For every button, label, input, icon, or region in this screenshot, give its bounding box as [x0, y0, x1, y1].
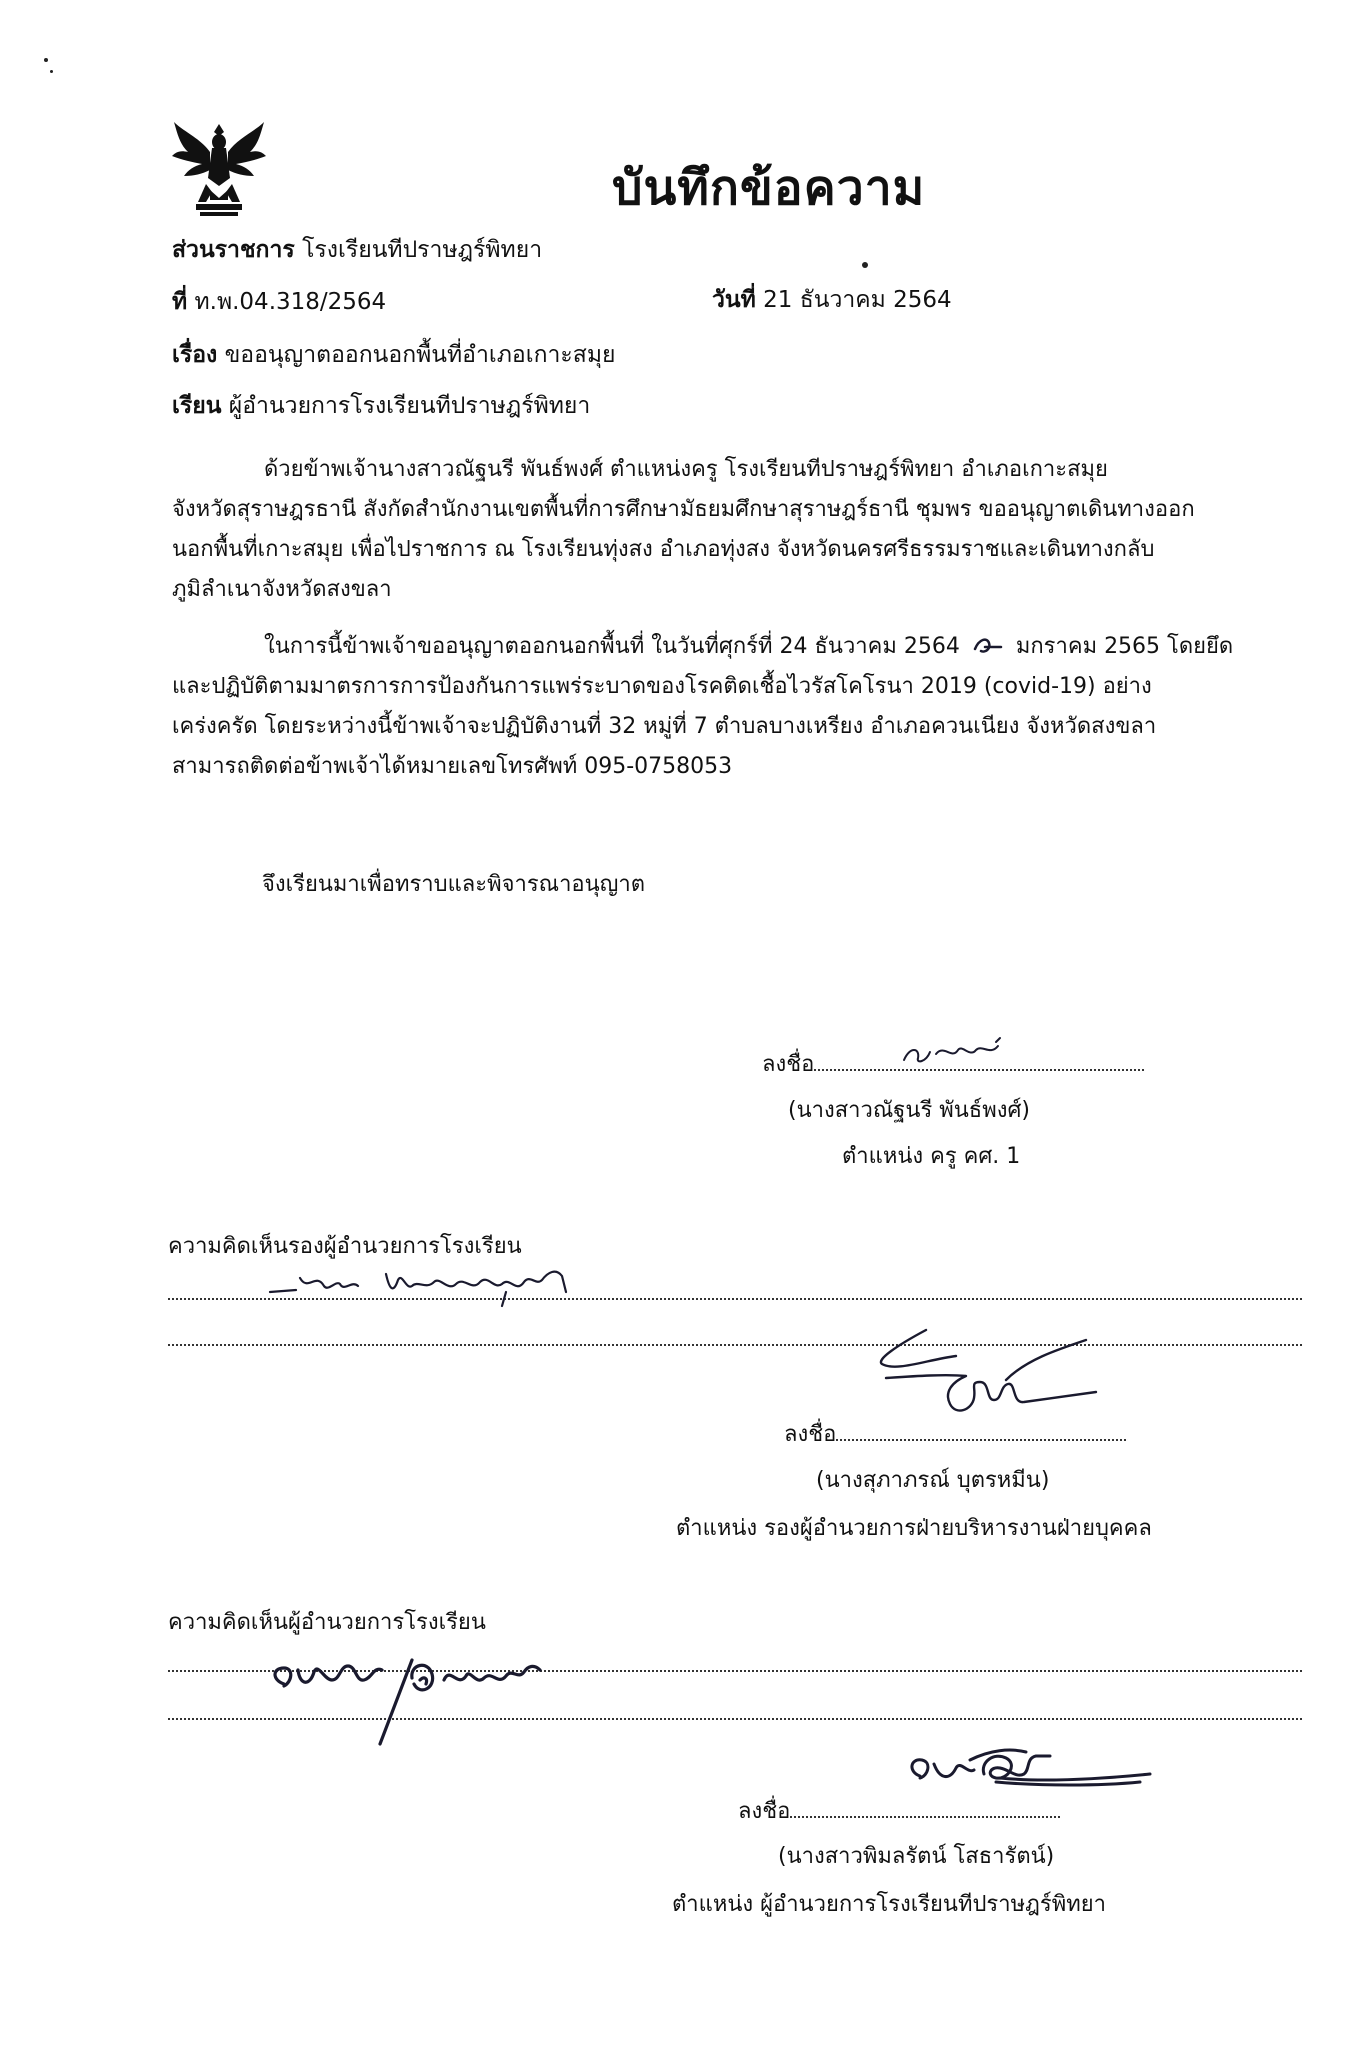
recipient-label: เรียน: [172, 393, 222, 419]
body-line: นอกพื้นที่เกาะสมุย เพื่อไปราชการ ณ โรงเรียนทุ่งสง อำเภอทุ่งสง จังหวัดนครศรีธรรมราชและเดินทางกลับ: [172, 537, 1155, 562]
agency-label: ส่วนราชการ: [172, 237, 295, 263]
closing-line: จึงเรียนมาเพื่อทราบและพิจารณาอนุญาต: [262, 872, 646, 897]
teacher-position: ตำแหน่ง ครู คศ. 1: [842, 1144, 1021, 1169]
scan-speck: [44, 58, 48, 62]
agency-row: [172, 232, 542, 268]
subject-value: ขออนุญาตออกนอกพื้นที่อำเภอเกาะสมุย: [224, 342, 616, 368]
subject-row: [172, 337, 615, 373]
body-line: สามารถติดต่อข้าพเจ้าได้หมายเลขโทรศัพท์ 095-0758053: [172, 754, 733, 779]
body-line: [172, 627, 1233, 667]
recipient-row: [172, 388, 590, 424]
director-name: (นางสาวพิมลรัตน์ โสธารัตน์): [778, 1844, 1055, 1869]
date-label: วันที่: [712, 287, 756, 313]
subject-label: เรื่อง: [172, 342, 218, 368]
body-paragraph-1: [172, 450, 1195, 610]
date-row: [712, 282, 952, 318]
teacher-name: (นางสาวณัฐนรี พันธ์พงศ์): [788, 1098, 1031, 1123]
body-line: ภูมิลำเนาจังหวัดสงขลา: [172, 577, 392, 602]
body-line: และปฏิบัติตามมาตรการการป้องกันการแพร่ระบาดของโรคติดเชื้อไวรัสโคโรนา 2019 (covid-19) อย่าง: [172, 674, 1152, 699]
comment-line: [168, 1344, 1302, 1346]
reference-label: ที่: [172, 289, 188, 315]
sign-label: ลงชื่อ: [762, 1052, 815, 1077]
reference-row: [172, 284, 386, 320]
body-line-end: มกราคม 2565 โดยยึด: [1015, 634, 1234, 659]
reference-number: ท.พ.04.318/2564: [194, 289, 387, 315]
director-position: ตำแหน่ง ผู้อำนวยการโรงเรียนทีปราษฎร์พิทยา: [672, 1892, 1106, 1917]
body-line: จังหวัดสุราษฎรธานี สังกัดสำนักงานเขตพื้นที่การศึกษามัธยมศึกษาสุราษฎร์ธานี ชุมพร ขออนุญาตเดินทางออก: [172, 497, 1195, 522]
scan-speck: [50, 70, 53, 73]
date-value: 21 ธันวาคม 2564: [763, 287, 952, 313]
director-comment-heading: ความคิดเห็นผู้อำนวยการโรงเรียน: [168, 1610, 486, 1635]
sign-label: ลงชื่อ: [738, 1799, 791, 1824]
body-line-start: ในการนี้ข้าพเจ้าขออนุญาตออกนอกพื้นที่ ในวันที่ศุกร์ที่ 24 ธันวาคม 2564: [264, 634, 960, 659]
sign-label: ลงชื่อ: [784, 1422, 837, 1447]
director-handwritten-comment: [262, 1640, 622, 1750]
deputy-name: (นางสุภาภรณ์ บุตรหมีน): [816, 1468, 1050, 1493]
signature-line: [790, 1816, 1060, 1818]
handwritten-dash-mark: [971, 633, 1005, 659]
recipient-value: ผู้อำนวยการโรงเรียนทีปราษฎร์พิทยา: [228, 393, 591, 419]
teacher-signature: [900, 1036, 1010, 1070]
document-title: บันทึกข้อความ: [612, 160, 926, 216]
director-signature: [900, 1740, 1180, 1810]
body-line: ด้วยข้าพเจ้านางสาวณัฐนรี พันธ์พงศ์ ตำแหน่งครู โรงเรียนทีปราษฎร์พิทยา อำเภอเกาะสมุย: [264, 457, 1108, 482]
deputy-signature: [856, 1320, 1116, 1440]
deputy-comment-heading: ความคิดเห็นรองผู้อำนวยการโรงเรียน: [168, 1234, 522, 1259]
deputy-handwritten-comment: [266, 1262, 606, 1312]
garuda-emblem-icon: [170, 118, 268, 228]
scan-speck: [862, 262, 868, 268]
body-paragraph-2: [172, 627, 1233, 787]
body-line: เคร่งครัด โดยระหว่างนี้ข้าพเจ้าจะปฏิบัติงานที่ 32 หมู่ที่ 7 ตำบลบางเหรียง อำเภอควนเนียง จังหวัดสงขลา: [172, 714, 1157, 739]
agency-value: โรงเรียนทีปราษฎร์พิทยา: [302, 237, 543, 263]
deputy-position: ตำแหน่ง รองผู้อำนวยการฝ่ายบริหารงานฝ่ายบุคคล: [676, 1516, 1152, 1541]
